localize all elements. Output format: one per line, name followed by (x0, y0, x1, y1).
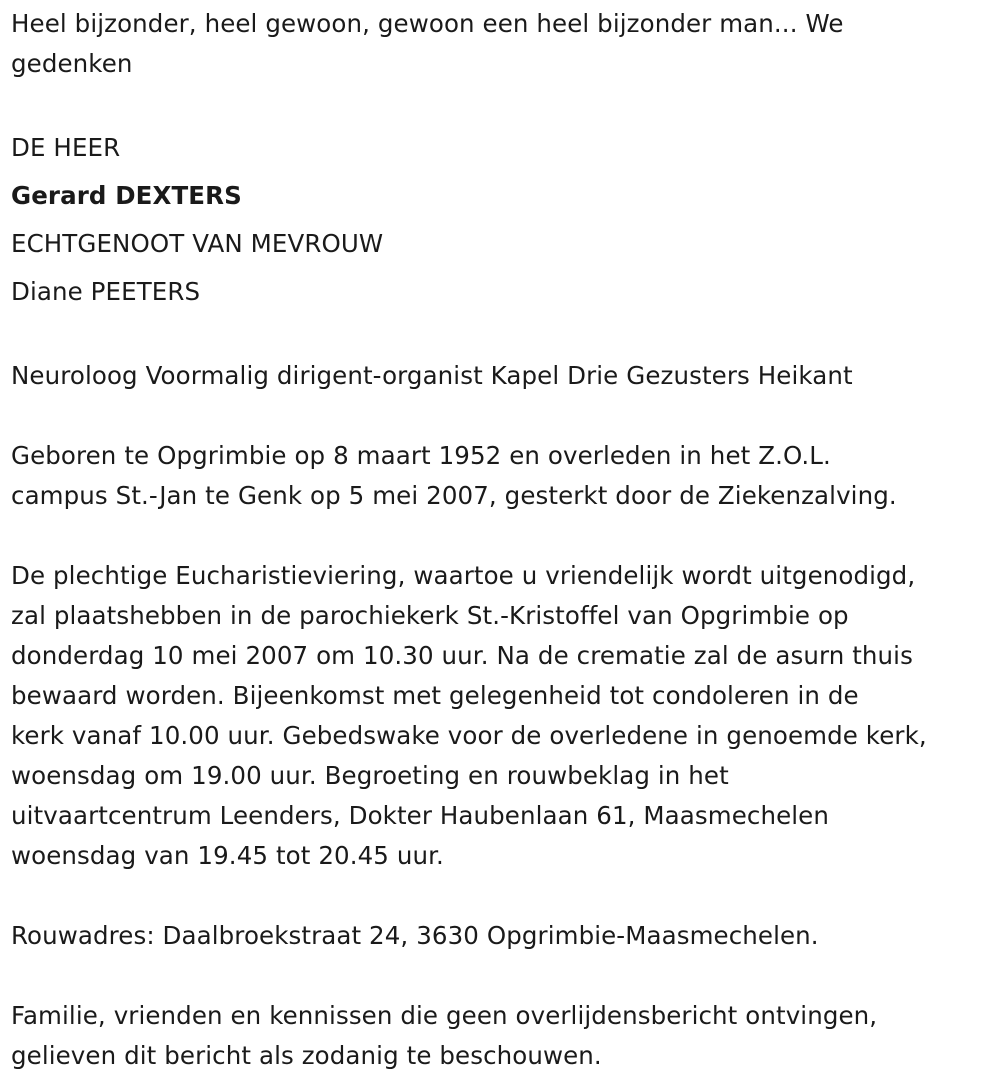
birth-death-line-1: Geboren te Opgrimbie op 8 maart 1952 en overleden in het Z.O.L. (11, 441, 831, 470)
ceremony-paragraph (11, 556, 990, 876)
closing-line-2: gelieven dit bericht als zodanig te beschouwen. (11, 1041, 602, 1070)
intro-line-2: gedenken (11, 49, 133, 78)
ceremony-line: De plechtige Eucharistieviering, waartoe u vriendelijk wordt uitgenodigd, (11, 561, 916, 590)
closing-paragraph (11, 996, 990, 1076)
spacer (11, 956, 990, 996)
relation-line: ECHTGENOOT VAN MEVROUW (11, 229, 384, 258)
intro-paragraph (11, 4, 990, 84)
birth-death-line-2: campus St.-Jan te Genk op 5 mei 2007, gesterkt door de Ziekenzalving. (11, 481, 897, 510)
deceased-name: Gerard DEXTERS (11, 181, 242, 210)
birth-death-paragraph (11, 436, 990, 516)
title-line: DE HEER (11, 133, 121, 162)
intro-line-1: Heel bijzonder, heel gewoon, gewoon een heel bijzonder man... We (11, 9, 844, 38)
ceremony-line: bewaard worden. Bijeenkomst met gelegenheid tot condoleren in de (11, 681, 859, 710)
spacer (11, 84, 990, 124)
ceremony-line: woensdag om 19.00 uur. Begroeting en rouwbeklag in het (11, 761, 729, 790)
spacer (11, 516, 990, 556)
address-line: Rouwadres: Daalbroekstraat 24, 3630 Opgrimbie-Maasmechelen. (11, 921, 819, 950)
spacer (11, 396, 990, 436)
spacer (11, 876, 990, 916)
ceremony-line: uitvaartcentrum Leenders, Dokter Haubenlaan 61, Maasmechelen (11, 801, 829, 830)
ceremony-line: zal plaatshebben in de parochiekerk St.-Kristoffel van Opgrimbie op (11, 601, 849, 630)
ceremony-line: donderdag 10 mei 2007 om 10.30 uur. Na de crematie zal de asurn thuis (11, 641, 913, 670)
deceased-block (11, 124, 990, 316)
occupation-line: Neuroloog Voormalig dirigent-organist Kapel Drie Gezusters Heikant (11, 361, 853, 390)
ceremony-line: woensdag van 19.45 tot 20.45 uur. (11, 841, 444, 870)
ceremony-line: kerk vanaf 10.00 uur. Gebedswake voor de overledene in genoemde kerk, (11, 721, 927, 750)
closing-line-1: Familie, vrienden en kennissen die geen overlijdensbericht ontvingen, (11, 1001, 878, 1030)
spacer (11, 316, 990, 356)
spouse-name: Diane PEETERS (11, 277, 201, 306)
